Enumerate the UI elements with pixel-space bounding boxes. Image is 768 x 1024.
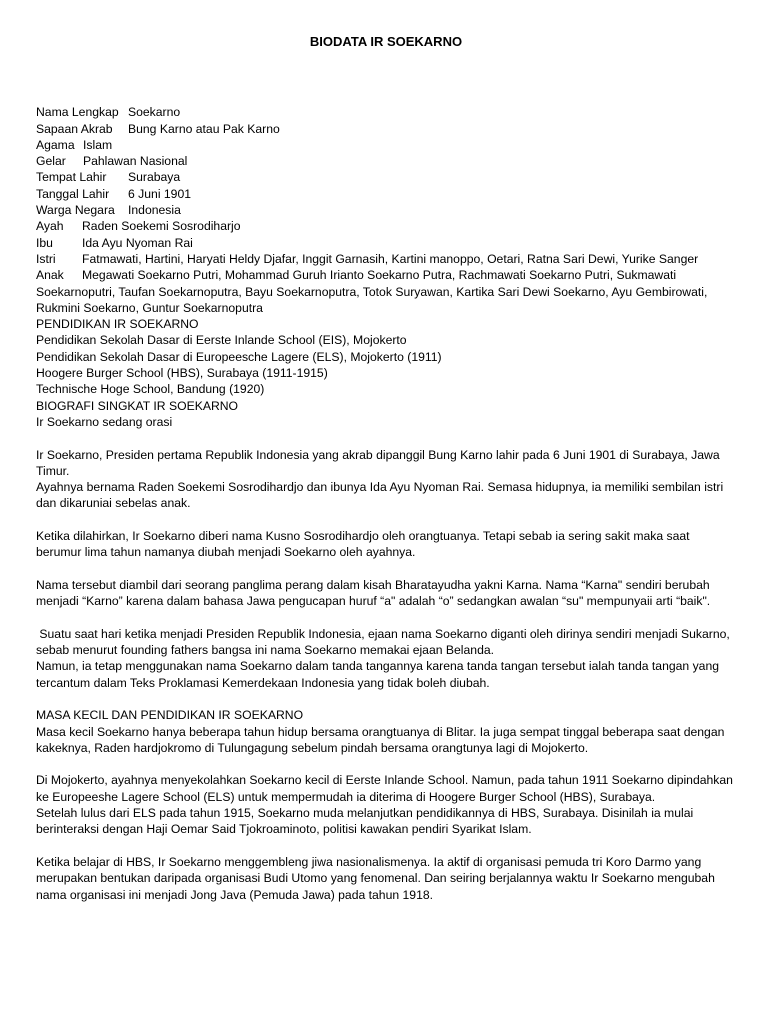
biodata-row-gelar <box>36 153 736 169</box>
biodata-label: Tanggal Lahir <box>36 186 110 201</box>
biodata-value: Pahlawan Nasional <box>83 154 188 169</box>
biodata-label: Warga Negara <box>36 203 115 218</box>
biodata-label: Gelar <box>36 154 66 169</box>
pendidikan-item: Pendidikan Sekolah Dasar di Europeesche Lagere (ELS), Mojokerto (1911) <box>36 349 442 364</box>
biodata-row-agama <box>36 137 736 153</box>
paragraph: Setelah lulus dari ELS pada tahun 1915, Soekarno muda melanjutkan pendidikannya di HBS, Surabaya. Disinilah ia mulai berinteraksi dengan Haji Oemar Said Tjokroaminoto, politisi kawakan pendiri Syarikat Islam. <box>36 806 694 837</box>
paragraph: Di Mojokerto, ayahnya menyekolahkan Soekarno kecil di Eerste Inlande School. Namun, pada tahun 1911 Soekarno dipindahkan ke Europeeshe Lagere School (ELS) untuk mempermudah ia diterima di Hoogere Burger School (HBS), Surabaya. <box>36 773 733 804</box>
biodata-label: Nama Lengkap <box>36 105 119 120</box>
biodata-label: Agama <box>36 137 75 152</box>
biodata-row-warga-negara <box>36 202 736 218</box>
pendidikan-item: Hoogere Burger School (HBS), Surabaya (1911-1915) <box>36 366 328 381</box>
biografi-section <box>36 398 736 691</box>
biodata-value: Indonesia <box>128 203 181 218</box>
biodata-label: Istri <box>36 251 56 266</box>
biodata-section <box>36 104 736 316</box>
document-title: BIODATA IR SOEKARNO <box>309 34 463 49</box>
biodata-value: Fatmawati, Hartini, Haryati Heldy Djafar, Inggit Garnasih, Kartini manoppo, Oetari, Ratna Sari Dewi, Yurike Sanger <box>82 251 699 266</box>
paragraph: Nama tersebut diambil dari seorang panglima perang dalam kisah Bharatayudha yakni Karna. Nama “Karna" sendiri berubah menjadi “Karno” karena dalam bahasa Jawa pengucapan huruf “a" adalah “o” sedangkan awalan “su" mempunyaii arti “baik". <box>36 577 711 609</box>
biodata-row-sapaan-akrab <box>36 121 736 137</box>
biodata-value: Islam <box>83 137 113 152</box>
biodata-row-nama-lengkap <box>36 104 736 120</box>
pendidikan-section <box>36 316 736 397</box>
biodata-value: Bung Karno atau Pak Karno <box>128 121 280 136</box>
paragraph: Ayahnya bernama Raden Soekemi Sosrodihardjo dan ibunya Ida Ayu Nyoman Rai. Semasa hidupnya, ia memiliki sembilan istri dan dikaruniai sebelas anak. <box>36 480 724 511</box>
section-heading-biografi: BIOGRAFI SINGKAT IR SOEKARNO <box>36 398 239 413</box>
biodata-value: 6 Juni 1901 <box>128 186 192 201</box>
biodata-label: Sapaan Akrab <box>36 121 113 136</box>
biodata-row-istri <box>36 251 736 267</box>
paragraph: Ir Soekarno, Presiden pertama Republik Indonesia yang akrab dipanggil Bung Karno lahir pada 6 Juni 1901 di Surabaya, Jawa Timur. <box>36 447 720 478</box>
paragraph: Masa kecil Soekarno hanya beberapa tahun hidup bersama orangtuanya di Blitar. Ia juga sempat tinggal beberapa saat dengan kakeknya, Raden hardjokromo di Tulungagung sebelum pindah bersama orangtunya lagi di Mojokerto. <box>36 724 725 755</box>
section-heading-pendidikan: PENDIDIKAN IR SOEKARNO <box>36 317 199 332</box>
biodata-label: Ibu <box>36 235 53 250</box>
biodata-label: Tempat Lahir <box>36 170 107 185</box>
biodata-value: Ida Ayu Nyoman Rai <box>82 235 193 250</box>
biodata-row-ayah <box>36 218 736 234</box>
biodata-label: Ayah <box>36 219 64 234</box>
paragraph: Ketika belajar di HBS, Ir Soekarno menggembleng jiwa nasionalismenya. Ia aktif di organisasi pemuda tri Koro Darmo yang merupakan bentukan daripada organisasi Budi Utomo yang fenomenal. Dan seiring berjalannya waktu Ir Soekarno mengubah nama organisasi ini menjadi Jong Java (Pemuda Jawa) pada tahun 1918. <box>36 854 715 902</box>
biodata-value: Soekarno <box>128 105 181 120</box>
pendidikan-item: Pendidikan Sekolah Dasar di Eerste Inlande School (EIS), Mojokerto <box>36 333 407 348</box>
biodata-value: Raden Soekemi Sosrodiharjo <box>82 219 241 234</box>
biodata-value: Megawati Soekarno Putri, Mohammad Guruh Irianto Soekarno Putra, Rachmawati Soekarno Putri, Sukmawati Soekarnoputri, Taufan Soekarnoputra, Bayu Soekarnoputra, Totok Suryawan, Kartika Sari Dewi Soekarno, Ayu Gembirowati, Rukmini Soekarno, Guntur Soekarnoputra <box>36 268 708 315</box>
biodata-row-anak <box>36 267 736 316</box>
pendidikan-item: Technische Hoge School, Bandung (1920) <box>36 382 265 397</box>
biodata-row-ibu <box>36 235 736 251</box>
paragraph: Suatu saat hari ketika menjadi Presiden Republik Indonesia, ejaan nama Soekarno diganti oleh dirinya sendiri menjadi Sukarno, sebab menurut founding fathers bangsa ini nama Soekarno memakai ejaan Belanda. <box>36 626 734 658</box>
biodata-row-tanggal-lahir <box>36 186 736 202</box>
section-heading-masa-kecil: MASA KECIL DAN PENDIDIKAN IR SOEKARNO <box>36 708 304 723</box>
paragraph: Ketika dilahirkan, Ir Soekarno diberi nama Kusno Sosrodihardjo oleh orangtuanya. Tetapi sebab ia sering sakit maka saat berumur lima tahun namanya diubah menjadi Soekarno oleh ayahnya. <box>36 529 690 560</box>
biodata-row-tempat-lahir <box>36 169 736 185</box>
paragraph: Namun, ia tetap menggunakan nama Soekarno dalam tanda tangannya karena tanda tangan tersebut ialah tanda tangan yang tercantum dalam Teks Proklamasi Kemerdekaan Indonesia yang tidak boleh diubah. <box>36 659 719 690</box>
biodata-value: Surabaya <box>128 170 181 185</box>
masa-kecil-section <box>36 707 736 903</box>
image-caption: Ir Soekarno sedang orasi <box>36 414 173 429</box>
document-page <box>36 34 736 903</box>
biodata-label: Anak <box>36 268 64 283</box>
